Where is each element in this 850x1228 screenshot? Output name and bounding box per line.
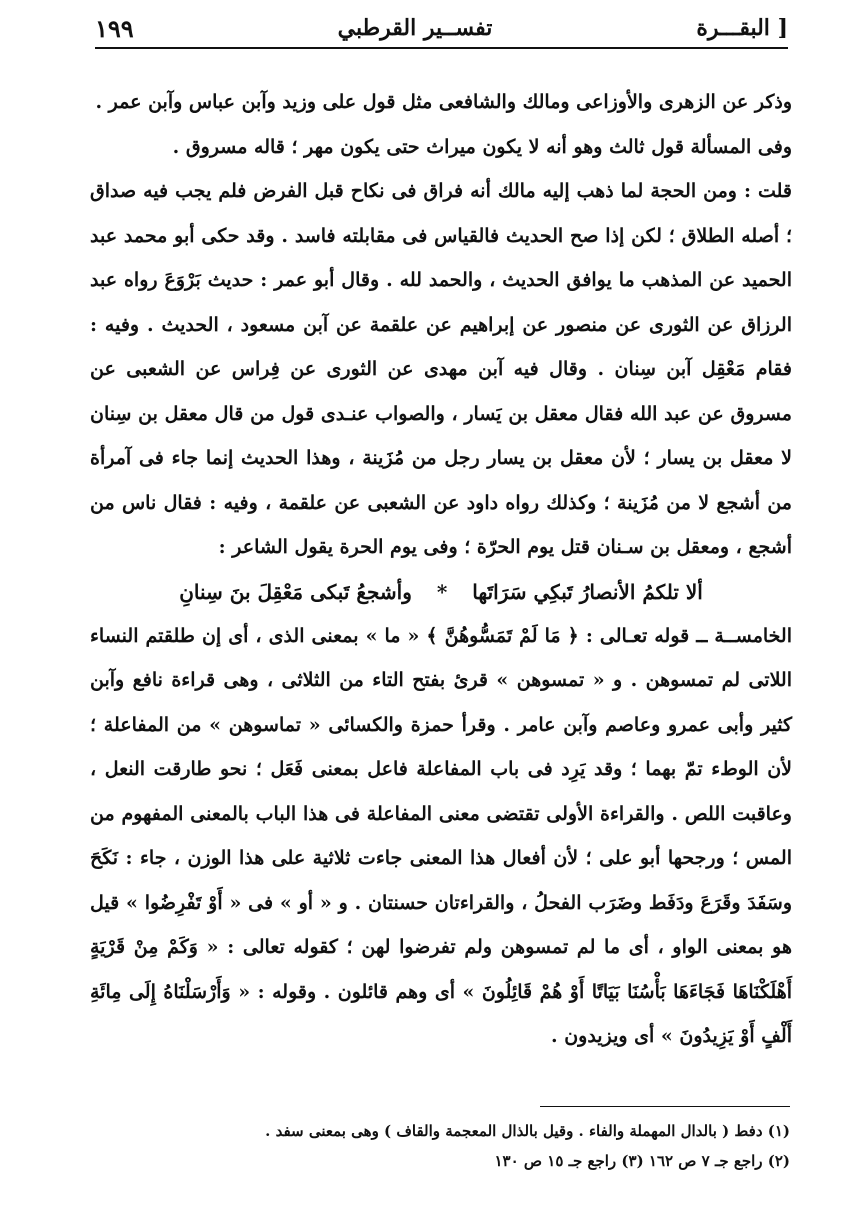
paragraph: وفى المسألة قول ثالث وهو أنه لا يكون ميراث حتى يكون مهر ؛ قاله مسروق . xyxy=(172,135,792,158)
main-text xyxy=(90,80,792,1059)
poem-verse xyxy=(90,570,792,614)
footnote: (٢) راجع جـ ٧ ص ١٦٢ (٣) راجع جـ ١٥ ص ١٣٠ xyxy=(494,1152,790,1170)
surah-name: البقـــرة ] xyxy=(696,15,788,41)
footnote: (١) دفط ( بالدال المهملة والفاء . وقيل بالذال المعجمة والقاف ) وهى بمعنى سفد . xyxy=(265,1122,790,1140)
footnotes xyxy=(150,1116,790,1176)
page-number: ١٩٩ xyxy=(95,13,134,43)
book-title: تفســير القرطبي xyxy=(337,15,493,41)
poem-hemistich-2: وأشجعُ تَبكى مَعْقِلَ بنَ سِنانِ xyxy=(179,579,412,604)
poem-hemistich-1: ألا تلكمُ الأنصارُ تَبكِي سَرَاتَها xyxy=(472,579,703,604)
header-rule xyxy=(95,47,788,49)
page-header xyxy=(95,10,788,46)
paragraph: قلت : ومن الحجة لما ذهب إليه مالك أنه فراق فى نكاح قبل الفرض فلم يجب فيه صداق ؛ أصله الطلاق ؛ لكن إذا صح الحديث فالقياس فى مقابلته فاسد . وقد حكى أبو محمد عبد الحميد عن المذهب ما يوافق الحديث ، والحمد لله . وقال أبو عمر : حديث بَرْوَعَ رواه عبد الرزاق عن الثورى عن منصور عن إبراهيم عن علقمة عن آبن مسعود ، الحديث . وفيه : فقام مَعْقِل آبن سِنان . وقال فيه آبن مهدى عن الثورى عن فِراس عن الشعبى عن مسروق عن عبد الله فقال معقل بن يَسار ، والصواب عنـدى قول من قال معقل بن سِنان لا معقل بن يسار ؛ لأن معقل بن يسار رجل من مُزَينة ، وهذا الحديث إنما جاء فى آمرأة من أشجع لا من مُزَينة ؛ وكذلك رواه داود عن الشعبى عن علقمة ، وفيه : فقال ناس من أشجع ، ومعقل بن سـنان قتل يوم الحرّة ؛ وفى يوم الحرة يقول الشاعر : xyxy=(90,180,792,558)
paragraph: الخامســة ــ قوله تعـالى : ﴿ مَا لَمْ تَمَسُّوهُنَّ ﴾ « ما » بمعنى الذى ، أى إن طلقتم النساء اللاتى لم تمسوهن . و « تمسوهن » قرئ بفتح التاء من الثلاثى ، وهى قراءة نافع وآبن كثير وأبى عمرو وعاصم وآبن عامر . وقرأ حمزة والكسائى « تماسوهن » من المفاعلة ؛ لأن الوطء تمّ بهما ؛ وقد يَرِد فى باب المفاعلة فاعل بمعنى فَعَل ؛ نحو طارقت النعل ، وعاقبت اللص . والقراءة الأولى تقتضى معنى المفاعلة فى هذا الباب بالمعنى المفهوم من المس ؛ ورجحها أبو على ؛ لأن أفعال هذا المعنى جاءت ثلاثية على هذا الوزن ، جاء : نَكَحَ وسَفَدَ وقَرَعَ ودَفَط وضَرَب الفحلُ ، والقراءتان حسنتان . و « أو » فى « أَوْ تَفْرِضُوا » قيل هو بمعنى الواو ، أى ما لم تمسوهن ولم تفرضوا لهن ؛ كقوله تعالى : « وَكَمْ مِنْ قَرْيَةٍ أَهْلَكْنَاهَا فَجَاءَهَا بَأْسُنَا بَيَاتًا أَوْ هُمْ قَائِلُونَ » أى وهم قائلون . وقوله : « وَأَرْسَلْنَاهُ إِلَى مِائَةِ أَلْفٍ أَوْ يَزِيدُونَ » أى ويزيدون . xyxy=(90,624,792,1047)
footnote-rule xyxy=(540,1106,790,1107)
poem-separator: * xyxy=(436,579,448,604)
paragraph: وذكر عن الزهرى والأوزاعى ومالك والشافعى مثل قول على وزيد وآبن عباس وآبن عمر . xyxy=(95,91,792,113)
